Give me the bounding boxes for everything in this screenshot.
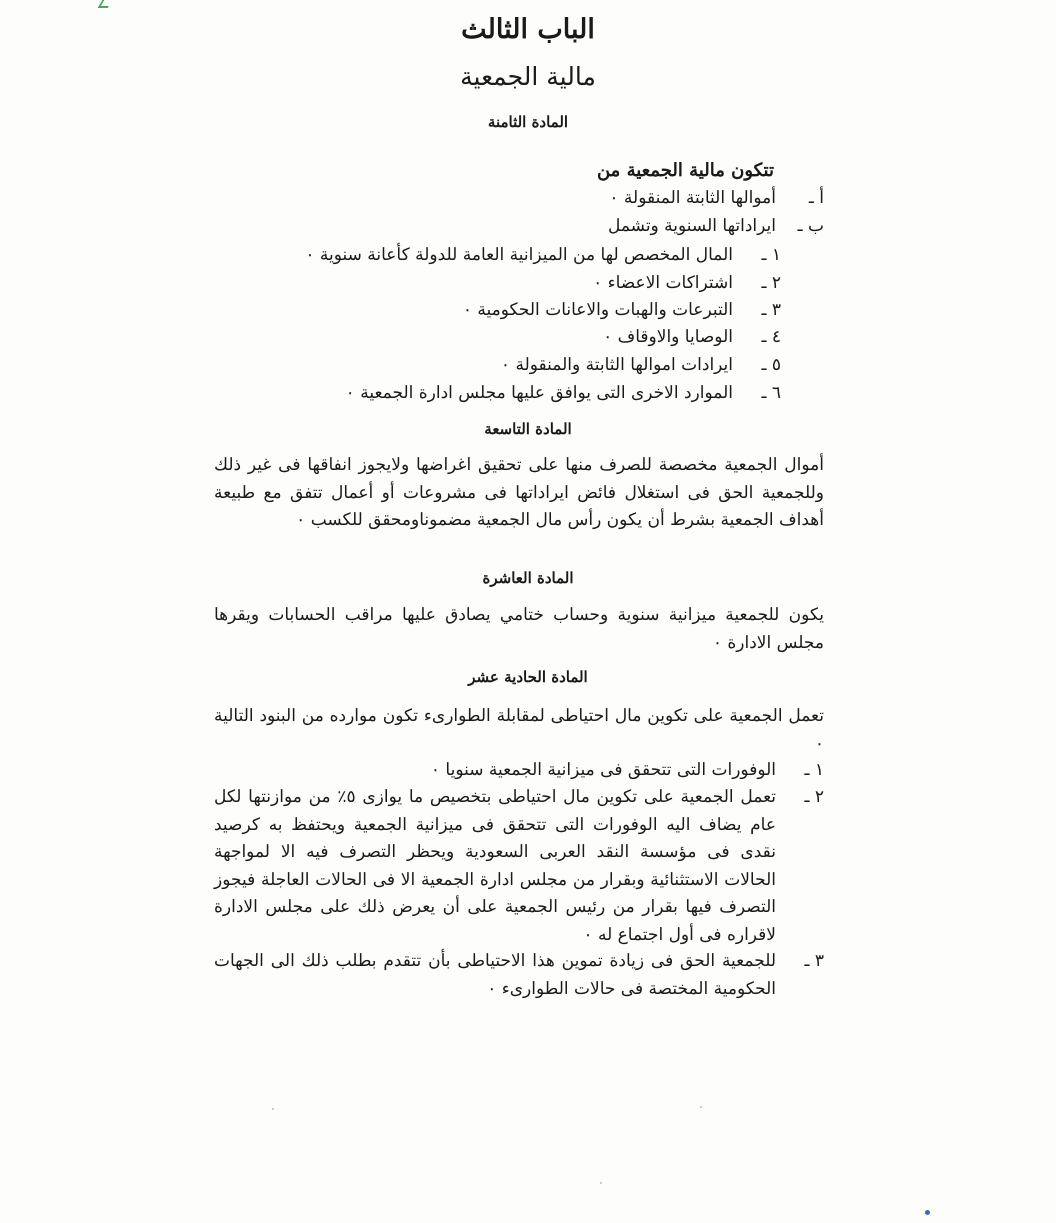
item-text: تعمل الجمعية على تكوين مال احتياطى بتخصيص ما يوازى ٥٪ من موازنتها لكل عام يضاف اليه الوفورات التى تتحقق فى ميزانية الجمعية ويحتفظ به كرصيد نقدى فى مؤسسة النقد العربى السعودية ويحظر التصرف فيه الا لمواجهة الحالات الاستثنائية وبقرار من مجلس ادارة الجمعية الا فى الحالات العاجلة فيجوز التصرف فيها بقرار من رئيس الجمعية على أن يعرض ذلك على مجلس الادارة لاقراره فى أول اجتماع له ٠ bbox=[214, 787, 776, 945]
item-text: المال المخصص لها من الميزانية العامة للدولة كأعانة سنوية ٠ bbox=[305, 245, 733, 265]
article-10-heading: المادة العاشرة bbox=[482, 569, 574, 587]
item-label: ١ ـ bbox=[804, 760, 824, 780]
sub-list-item bbox=[603, 326, 781, 348]
item-text: ايراداتها السنوية وتشمل bbox=[607, 216, 776, 236]
list-item bbox=[608, 215, 824, 237]
item-text: الموارد الاخرى التى يوافق عليها مجلس ادارة الجمعية ٠ bbox=[345, 383, 733, 403]
article-11-intro: تعمل الجمعية على تكوين مال احتياطى لمقابلة الطوارىء تكون موارده من البنود التالية ٠ bbox=[214, 706, 824, 754]
item-text: الوصايا والاوقاف ٠ bbox=[603, 327, 733, 347]
item-label: ٢ ـ bbox=[804, 787, 824, 807]
speck bbox=[272, 1108, 274, 1110]
list-item bbox=[214, 757, 824, 785]
sub-list-item bbox=[501, 354, 781, 376]
sub-list-item bbox=[593, 272, 781, 294]
sub-list-item bbox=[305, 244, 781, 266]
chapter-title: الباب الثالث bbox=[461, 14, 595, 45]
item-label: ٣ ـ bbox=[761, 300, 781, 320]
speck bbox=[700, 1106, 702, 1108]
ink-dot bbox=[925, 1210, 930, 1215]
sub-list-item bbox=[346, 382, 781, 404]
item-label: ٣ ـ bbox=[804, 951, 824, 971]
item-text: اشتراكات الاعضاء ٠ bbox=[593, 273, 733, 293]
item-label: أ ـ bbox=[808, 188, 824, 208]
corner-mark bbox=[98, 0, 113, 8]
item-text: الوفورات التى تتحقق فى ميزانية الجمعية سنويا ٠ bbox=[430, 760, 776, 780]
article-8-heading: المادة الثامنة bbox=[487, 113, 569, 131]
article-10-text: يكون للجمعية ميزانية سنوية وحساب ختامي يصادق عليها مراقب الحسابات ويقرها مجلس الادارة ٠ bbox=[214, 605, 824, 653]
list-item bbox=[609, 187, 824, 209]
item-text: للجمعية الحق فى زيادة تموين هذا الاحتياطى بأن تتقدم بطلب ذلك الى الجهات الحكومية المختصة فى حالات الطوارىء ٠ bbox=[214, 951, 776, 999]
list-item bbox=[214, 948, 824, 1003]
article-11-heading: المادة الحادية عشر bbox=[468, 668, 588, 686]
item-text: التبرعات والهبات والاعانات الحكومية ٠ bbox=[462, 300, 733, 320]
sub-list-item bbox=[463, 299, 781, 321]
item-label: ١ ـ bbox=[761, 245, 781, 265]
item-text: ايرادات اموالها الثابتة والمنقولة ٠ bbox=[500, 355, 733, 375]
article-9-text: أموال الجمعية مخصصة للصرف منها على تحقيق اغراضها ولايجوز انفاقها فى غير ذلك وللجمعية الحق فى استغلال فائض ايراداتها فى مشروعات أو أعمال تتفق مع طبيعة أهداف الجمعية بشرط أن يكون رأس مال الجمعية مضموناومحقق للكسب ٠ bbox=[214, 455, 824, 530]
item-text: أموالها الثابتة المنقولة ٠ bbox=[609, 188, 776, 208]
article-9-heading: المادة التاسعة bbox=[484, 420, 572, 438]
item-label: ٦ ـ bbox=[761, 383, 781, 403]
chapter-subtitle: مالية الجمعية bbox=[460, 62, 596, 91]
list-item bbox=[214, 784, 824, 949]
item-label: ب ـ bbox=[797, 216, 824, 236]
item-label: ٤ ـ bbox=[761, 327, 781, 347]
speck bbox=[600, 1182, 602, 1184]
item-label: ٢ ـ bbox=[761, 273, 781, 293]
item-label: ٥ ـ bbox=[761, 355, 781, 375]
article-8-intro: تتكون مالية الجمعية من bbox=[596, 160, 774, 181]
